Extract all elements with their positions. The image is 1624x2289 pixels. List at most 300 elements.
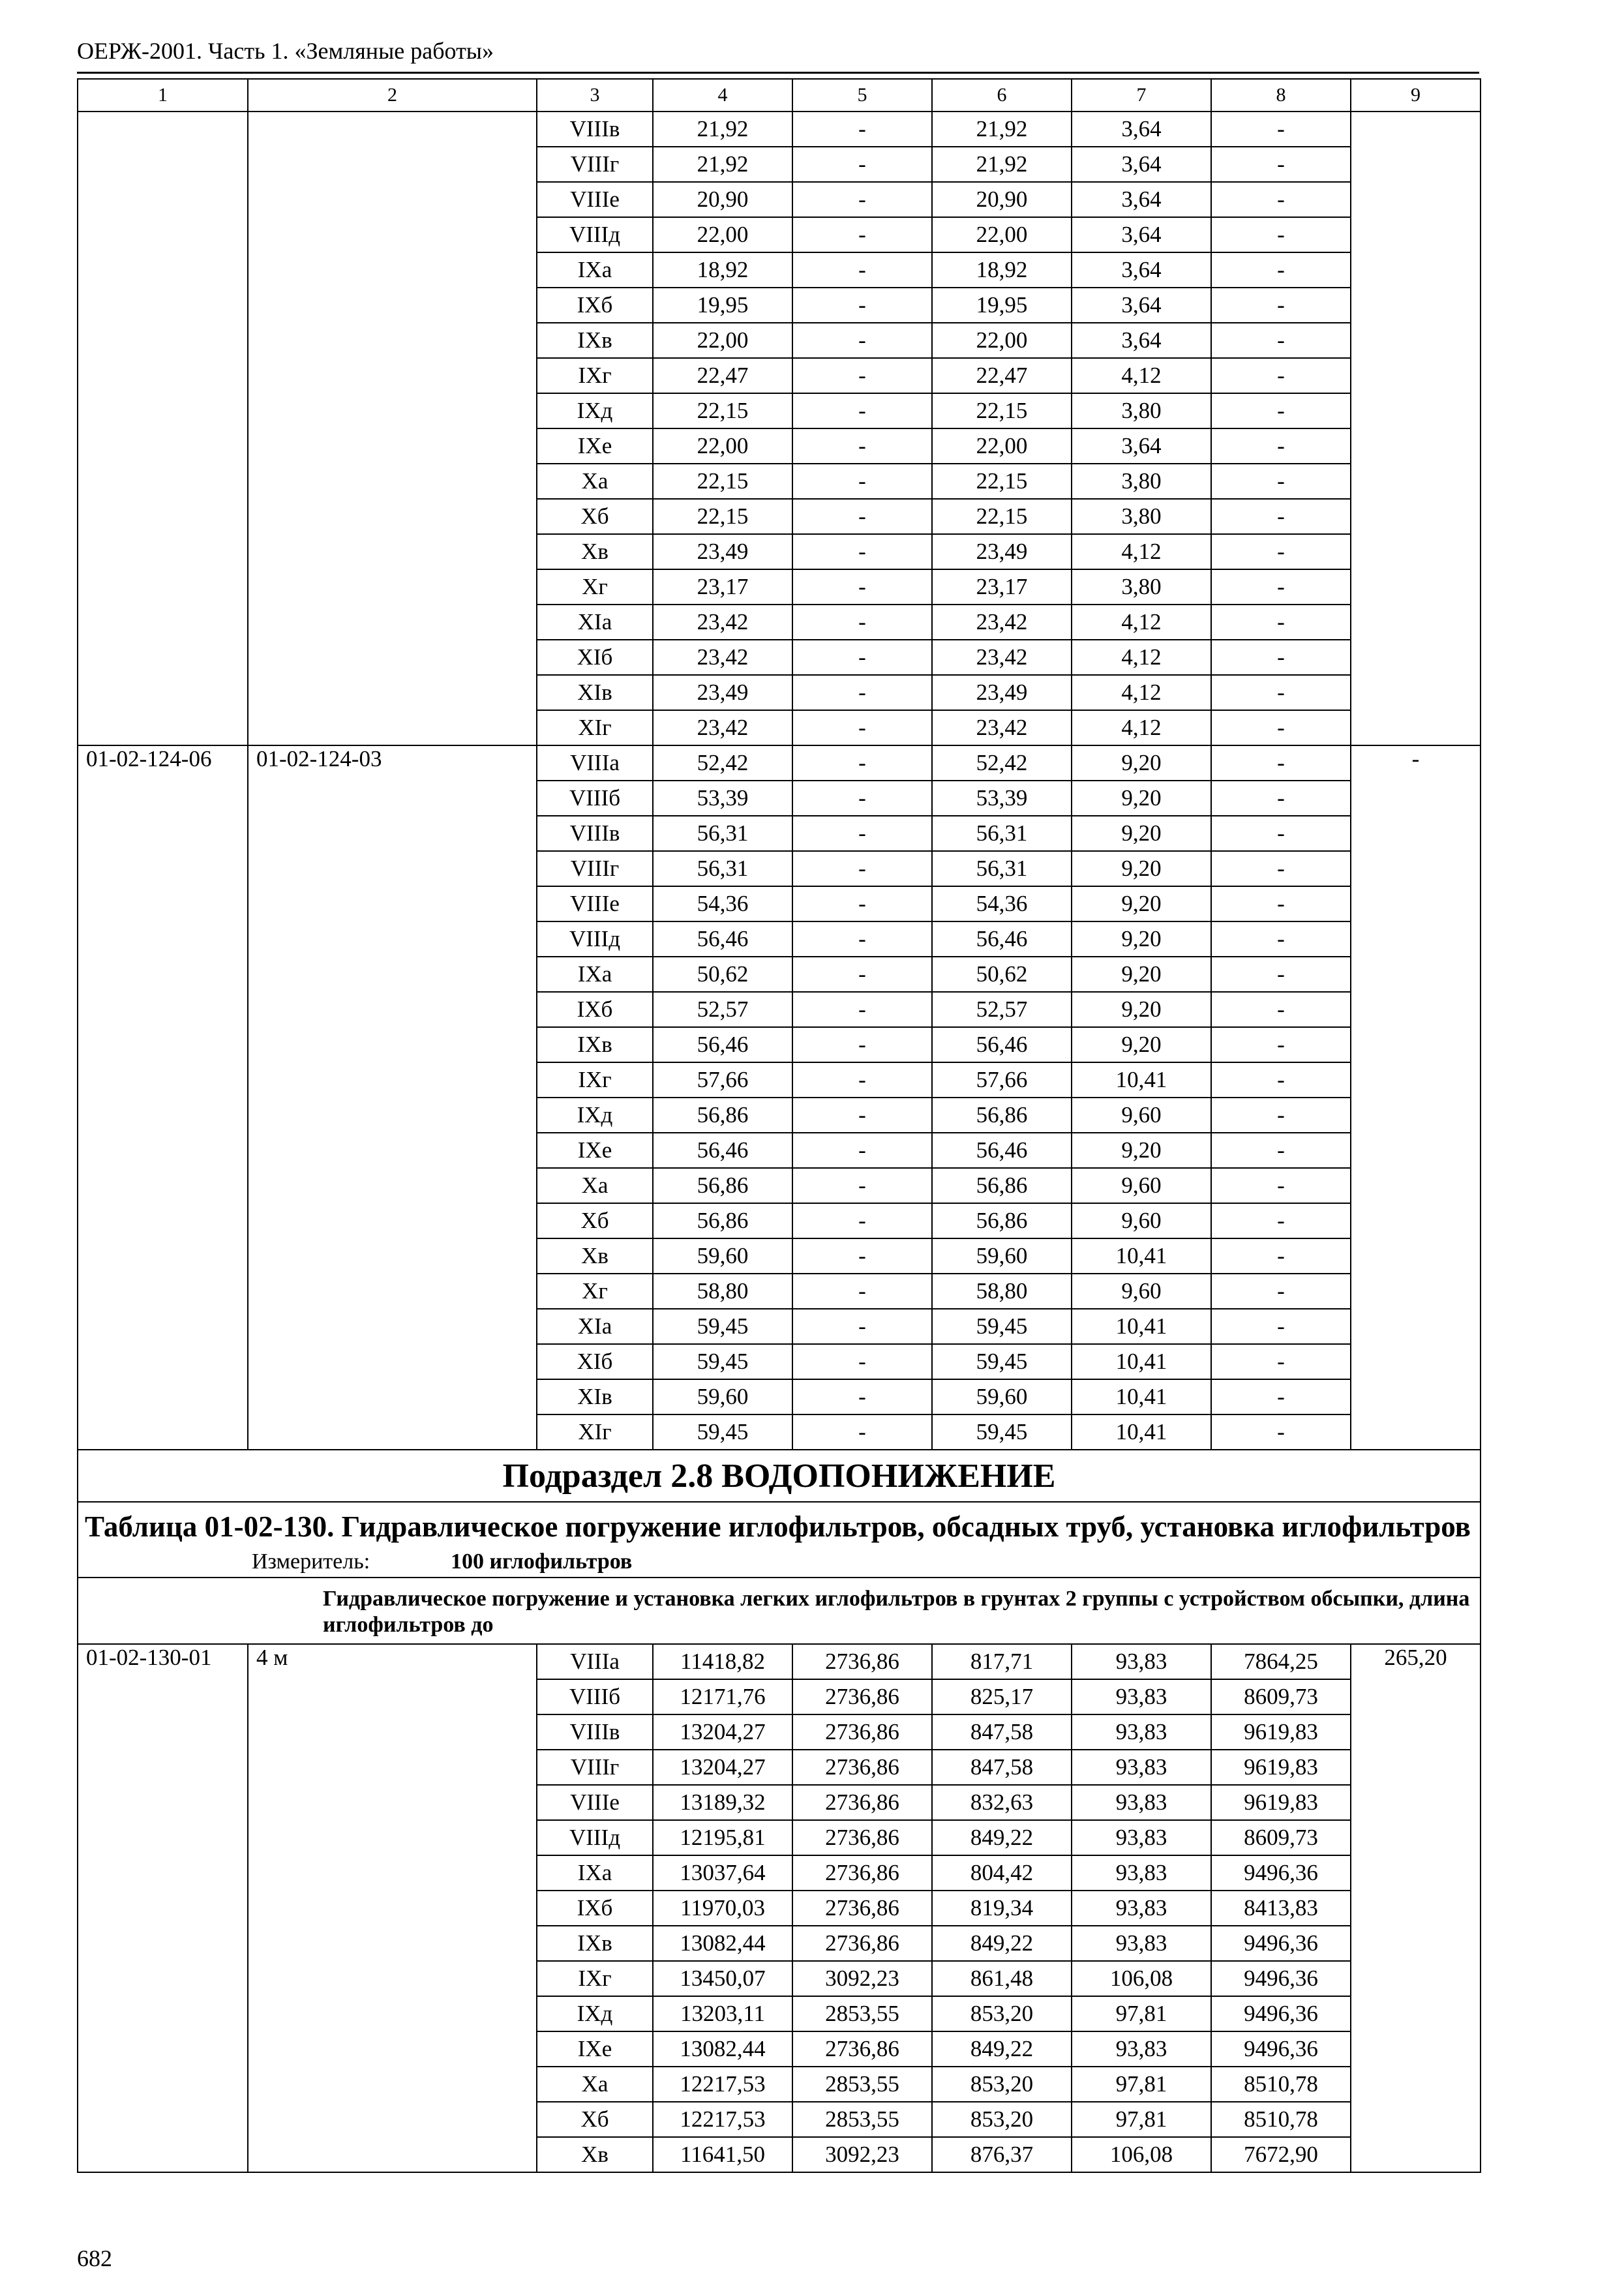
data-cell: 849,22 bbox=[932, 2031, 1072, 2067]
data-cell: 876,37 bbox=[932, 2137, 1072, 2172]
data-cell: Xа bbox=[537, 1168, 653, 1203]
data-cell: Xб bbox=[537, 1203, 653, 1238]
data-cell: 56,31 bbox=[932, 816, 1072, 851]
col9-cell: 265,20 bbox=[1351, 1644, 1481, 2172]
data-cell: IXд bbox=[537, 1098, 653, 1133]
data-cell: 23,42 bbox=[653, 605, 792, 640]
data-cell: VIIIа bbox=[537, 745, 653, 781]
code-cell bbox=[78, 112, 248, 745]
data-cell: 93,83 bbox=[1072, 1855, 1211, 1891]
data-cell: - bbox=[792, 921, 932, 957]
data-cell: 3,64 bbox=[1072, 147, 1211, 182]
data-cell: 59,45 bbox=[653, 1414, 792, 1450]
data-cell: 2736,86 bbox=[792, 2031, 932, 2067]
data-cell: - bbox=[792, 1098, 932, 1133]
data-cell: 22,00 bbox=[653, 217, 792, 252]
data-cell: 9,60 bbox=[1072, 1098, 1211, 1133]
data-cell: - bbox=[792, 112, 932, 147]
data-cell: 56,46 bbox=[653, 1133, 792, 1168]
data-cell: 22,47 bbox=[932, 358, 1072, 393]
data-cell: 59,60 bbox=[653, 1379, 792, 1414]
data-cell: VIIIв bbox=[537, 112, 653, 147]
data-cell: 4,12 bbox=[1072, 675, 1211, 710]
data-cell: 9,60 bbox=[1072, 1203, 1211, 1238]
data-cell: VIIIд bbox=[537, 1820, 653, 1855]
data-cell: IXг bbox=[537, 1961, 653, 1996]
measure-label: Измеритель: bbox=[252, 1549, 370, 1574]
data-cell: - bbox=[792, 147, 932, 182]
data-cell: 9,60 bbox=[1072, 1274, 1211, 1309]
data-cell: 10,41 bbox=[1072, 1414, 1211, 1450]
col9-cell bbox=[1351, 112, 1481, 745]
data-cell: 56,46 bbox=[932, 1027, 1072, 1062]
data-cell: IXб bbox=[537, 288, 653, 323]
data-cell: 56,46 bbox=[653, 921, 792, 957]
data-cell: 9496,36 bbox=[1211, 1855, 1351, 1891]
data-cell: 853,20 bbox=[932, 2067, 1072, 2102]
data-cell: 93,83 bbox=[1072, 1750, 1211, 1785]
data-cell: VIIIа bbox=[537, 1644, 653, 1679]
data-cell: 23,49 bbox=[932, 675, 1072, 710]
data-cell: 9,20 bbox=[1072, 1133, 1211, 1168]
table-row bbox=[78, 1644, 1481, 1679]
data-cell: 3,80 bbox=[1072, 464, 1211, 499]
data-cell: Xа bbox=[537, 2067, 653, 2102]
data-cell: - bbox=[1211, 1098, 1351, 1133]
data-cell: 13082,44 bbox=[653, 2031, 792, 2067]
data-cell: - bbox=[1211, 957, 1351, 992]
data-cell: 54,36 bbox=[932, 886, 1072, 921]
data-cell: - bbox=[792, 1062, 932, 1098]
data-cell: 12195,81 bbox=[653, 1820, 792, 1855]
data-cell: - bbox=[1211, 569, 1351, 605]
data-cell: - bbox=[1211, 921, 1351, 957]
data-cell: 8609,73 bbox=[1211, 1820, 1351, 1855]
data-cell: 22,00 bbox=[653, 428, 792, 464]
data-cell: 106,08 bbox=[1072, 2137, 1211, 2172]
data-cell: - bbox=[1211, 112, 1351, 147]
data-cell: - bbox=[792, 781, 932, 816]
data-cell: 13203,11 bbox=[653, 1996, 792, 2031]
data-cell: 13037,64 bbox=[653, 1855, 792, 1891]
data-cell: 9496,36 bbox=[1211, 1926, 1351, 1961]
data-cell: - bbox=[792, 1344, 932, 1379]
data-cell: - bbox=[792, 534, 932, 569]
data-cell: 59,45 bbox=[932, 1309, 1072, 1344]
data-cell: Xб bbox=[537, 2102, 653, 2137]
data-cell: 20,90 bbox=[653, 182, 792, 217]
data-cell: 2853,55 bbox=[792, 2102, 932, 2137]
data-cell: XIа bbox=[537, 1309, 653, 1344]
data-cell: 2736,86 bbox=[792, 1644, 932, 1679]
table-title-row bbox=[78, 1502, 1481, 1547]
data-cell: - bbox=[1211, 1027, 1351, 1062]
data-cell: 23,17 bbox=[653, 569, 792, 605]
data-cell: 9,20 bbox=[1072, 745, 1211, 781]
data-cell: 825,17 bbox=[932, 1679, 1072, 1714]
data-cell: - bbox=[1211, 710, 1351, 745]
data-cell: 847,58 bbox=[932, 1714, 1072, 1750]
data-cell: 849,22 bbox=[932, 1820, 1072, 1855]
header-divider bbox=[77, 72, 1479, 74]
data-cell: 3,64 bbox=[1072, 288, 1211, 323]
data-cell: - bbox=[792, 1168, 932, 1203]
data-cell: 23,49 bbox=[653, 534, 792, 569]
data-cell: 7864,25 bbox=[1211, 1644, 1351, 1679]
data-cell: 56,86 bbox=[653, 1098, 792, 1133]
data-cell: 9,20 bbox=[1072, 957, 1211, 992]
data-cell: VIIIе bbox=[537, 886, 653, 921]
data-cell: - bbox=[1211, 640, 1351, 675]
data-cell: 22,15 bbox=[653, 464, 792, 499]
data-cell: 4,12 bbox=[1072, 605, 1211, 640]
data-cell: - bbox=[1211, 428, 1351, 464]
data-cell: 97,81 bbox=[1072, 1996, 1211, 2031]
data-cell: 8413,83 bbox=[1211, 1891, 1351, 1926]
data-cell: 2736,86 bbox=[792, 1926, 932, 1961]
data-cell: 9,20 bbox=[1072, 992, 1211, 1027]
data-cell: 2736,86 bbox=[792, 1679, 932, 1714]
data-cell: VIIIг bbox=[537, 851, 653, 886]
data-cell: VIIIе bbox=[537, 1785, 653, 1820]
data-cell: 861,48 bbox=[932, 1961, 1072, 1996]
data-cell: IXе bbox=[537, 1133, 653, 1168]
data-cell: 56,46 bbox=[653, 1027, 792, 1062]
data-cell: 2736,86 bbox=[792, 1855, 932, 1891]
data-cell: - bbox=[1211, 1344, 1351, 1379]
data-cell: XIб bbox=[537, 1344, 653, 1379]
data-cell: 22,15 bbox=[653, 393, 792, 428]
data-cell: 22,00 bbox=[932, 428, 1072, 464]
data-cell: - bbox=[792, 393, 932, 428]
data-cell: 59,60 bbox=[932, 1379, 1072, 1414]
data-cell: 22,15 bbox=[932, 393, 1072, 428]
data-cell: 23,49 bbox=[653, 675, 792, 710]
data-cell: 11641,50 bbox=[653, 2137, 792, 2172]
data-cell: IXе bbox=[537, 2031, 653, 2067]
data-cell: 21,92 bbox=[653, 147, 792, 182]
data-cell: - bbox=[1211, 1414, 1351, 1450]
data-cell: 4,12 bbox=[1072, 640, 1211, 675]
data-cell: 19,95 bbox=[932, 288, 1072, 323]
data-cell: 3,64 bbox=[1072, 217, 1211, 252]
data-cell: 93,83 bbox=[1072, 1785, 1211, 1820]
data-cell: 93,83 bbox=[1072, 1714, 1211, 1750]
data-cell: Xв bbox=[537, 2137, 653, 2172]
data-cell: 93,83 bbox=[1072, 1891, 1211, 1926]
data-cell: IXв bbox=[537, 323, 653, 358]
data-cell: 56,31 bbox=[653, 851, 792, 886]
table-title: Таблица 01-02-130. Гидравлическое погружение иглофильтров, обсадных труб, установка иглофильтров bbox=[78, 1502, 1481, 1547]
column-number: 7 bbox=[1072, 79, 1211, 112]
data-cell: 13204,27 bbox=[653, 1750, 792, 1785]
data-cell: 52,42 bbox=[653, 745, 792, 781]
data-cell: 97,81 bbox=[1072, 2102, 1211, 2137]
data-cell: Xв bbox=[537, 534, 653, 569]
data-cell: 10,41 bbox=[1072, 1238, 1211, 1274]
data-cell: - bbox=[1211, 781, 1351, 816]
data-cell: - bbox=[792, 675, 932, 710]
data-cell: 22,00 bbox=[932, 217, 1072, 252]
page-number: 682 bbox=[77, 2245, 112, 2271]
column-number: 3 bbox=[537, 79, 653, 112]
data-cell: VIIIв bbox=[537, 1714, 653, 1750]
data-cell: 23,49 bbox=[932, 534, 1072, 569]
data-cell: - bbox=[1211, 217, 1351, 252]
data-cell: - bbox=[1211, 675, 1351, 710]
column-number: 8 bbox=[1211, 79, 1351, 112]
data-cell: 3092,23 bbox=[792, 1961, 932, 1996]
data-cell: XIв bbox=[537, 1379, 653, 1414]
data-cell: 9619,83 bbox=[1211, 1750, 1351, 1785]
data-cell: VIIIв bbox=[537, 816, 653, 851]
measure-row bbox=[78, 1547, 1481, 1578]
data-cell: 59,60 bbox=[932, 1238, 1072, 1274]
data-cell: 8609,73 bbox=[1211, 1679, 1351, 1714]
data-cell: 8510,78 bbox=[1211, 2067, 1351, 2102]
data-cell: 56,31 bbox=[932, 851, 1072, 886]
data-cell: XIв bbox=[537, 675, 653, 710]
data-cell: - bbox=[1211, 147, 1351, 182]
subsection-row bbox=[78, 1450, 1481, 1502]
data-cell: 12171,76 bbox=[653, 1679, 792, 1714]
data-cell: 19,95 bbox=[653, 288, 792, 323]
data-cell: 2736,86 bbox=[792, 1820, 932, 1855]
data-cell: IXг bbox=[537, 1062, 653, 1098]
data-cell: 7672,90 bbox=[1211, 2137, 1351, 2172]
data-cell: 4,12 bbox=[1072, 358, 1211, 393]
data-cell: 50,62 bbox=[653, 957, 792, 992]
data-cell: XIа bbox=[537, 605, 653, 640]
data-cell: VIIIб bbox=[537, 1679, 653, 1714]
data-cell: - bbox=[792, 992, 932, 1027]
data-cell: 3,64 bbox=[1072, 112, 1211, 147]
data-cell: - bbox=[792, 886, 932, 921]
data-cell: 22,47 bbox=[653, 358, 792, 393]
data-cell: 59,45 bbox=[932, 1414, 1072, 1450]
data-cell: 50,62 bbox=[932, 957, 1072, 992]
data-cell: - bbox=[1211, 1133, 1351, 1168]
data-cell: - bbox=[1211, 182, 1351, 217]
data-cell: 832,63 bbox=[932, 1785, 1072, 1820]
data-cell: 93,83 bbox=[1072, 1679, 1211, 1714]
data-cell: 57,66 bbox=[932, 1062, 1072, 1098]
data-cell: - bbox=[792, 217, 932, 252]
data-cell: - bbox=[1211, 534, 1351, 569]
data-cell: 22,00 bbox=[932, 323, 1072, 358]
data-cell: - bbox=[792, 1309, 932, 1344]
description-row bbox=[78, 1578, 1481, 1644]
data-cell: 13189,32 bbox=[653, 1785, 792, 1820]
data-cell: 847,58 bbox=[932, 1750, 1072, 1785]
data-cell: - bbox=[792, 957, 932, 992]
data-cell: - bbox=[792, 288, 932, 323]
table-row bbox=[78, 745, 1481, 781]
data-cell: 9496,36 bbox=[1211, 1996, 1351, 2031]
data-cell: 18,92 bbox=[932, 252, 1072, 288]
data-cell: 52,57 bbox=[932, 992, 1072, 1027]
data-cell: - bbox=[792, 428, 932, 464]
data-cell: 11970,03 bbox=[653, 1891, 792, 1926]
data-cell: 13082,44 bbox=[653, 1926, 792, 1961]
data-cell: XIг bbox=[537, 1414, 653, 1450]
data-cell: 10,41 bbox=[1072, 1344, 1211, 1379]
data-cell: - bbox=[792, 464, 932, 499]
work-description: Гидравлическое погружение и установка легких иглофильтров в грунтах 2 группы с устройством обсыпки, длина иглофильтров до bbox=[78, 1578, 1481, 1644]
data-cell: 20,90 bbox=[932, 182, 1072, 217]
data-cell: 56,86 bbox=[653, 1203, 792, 1238]
data-cell: 13204,27 bbox=[653, 1714, 792, 1750]
data-cell: 56,86 bbox=[653, 1168, 792, 1203]
data-cell: 59,45 bbox=[653, 1309, 792, 1344]
data-cell: 13450,07 bbox=[653, 1961, 792, 1996]
data-cell: 12217,53 bbox=[653, 2102, 792, 2137]
data-cell: 3092,23 bbox=[792, 2137, 932, 2172]
reference-cell: 4 м bbox=[248, 1644, 537, 2172]
code-cell: 01-02-130-01 bbox=[78, 1644, 248, 2172]
data-cell: 106,08 bbox=[1072, 1961, 1211, 1996]
subsection-title: Подраздел 2.8 ВОДОПОНИЖЕНИЕ bbox=[78, 1450, 1481, 1502]
data-cell: 817,71 bbox=[932, 1644, 1072, 1679]
measure-cell bbox=[78, 1547, 1481, 1578]
data-cell: 58,80 bbox=[653, 1274, 792, 1309]
data-cell: 9619,83 bbox=[1211, 1714, 1351, 1750]
data-cell: Xа bbox=[537, 464, 653, 499]
data-cell: 9496,36 bbox=[1211, 2031, 1351, 2067]
data-cell: - bbox=[792, 323, 932, 358]
data-cell: 56,31 bbox=[653, 816, 792, 851]
data-cell: VIIIд bbox=[537, 217, 653, 252]
reference-cell bbox=[248, 112, 537, 745]
data-cell: 9,20 bbox=[1072, 1027, 1211, 1062]
data-cell: - bbox=[792, 252, 932, 288]
column-number-row bbox=[78, 79, 1481, 112]
data-cell: - bbox=[792, 182, 932, 217]
data-cell: 9,20 bbox=[1072, 886, 1211, 921]
data-cell: 57,66 bbox=[653, 1062, 792, 1098]
data-cell: - bbox=[792, 1379, 932, 1414]
data-cell: - bbox=[792, 1027, 932, 1062]
data-cell: VIIIг bbox=[537, 1750, 653, 1785]
data-cell: - bbox=[792, 745, 932, 781]
data-cell: 93,83 bbox=[1072, 1644, 1211, 1679]
data-cell: 22,00 bbox=[653, 323, 792, 358]
data-cell: - bbox=[1211, 499, 1351, 534]
data-cell: 11418,82 bbox=[653, 1644, 792, 1679]
data-cell: 23,42 bbox=[932, 605, 1072, 640]
data-cell: - bbox=[792, 358, 932, 393]
data-cell: - bbox=[1211, 1238, 1351, 1274]
reference-cell: 01-02-124-03 bbox=[248, 745, 537, 1450]
data-cell: 853,20 bbox=[932, 2102, 1072, 2137]
data-cell: IXб bbox=[537, 992, 653, 1027]
data-cell: Xг bbox=[537, 569, 653, 605]
data-cell: - bbox=[1211, 288, 1351, 323]
data-cell: 53,39 bbox=[932, 781, 1072, 816]
data-cell: IXв bbox=[537, 1027, 653, 1062]
data-cell: 93,83 bbox=[1072, 1926, 1211, 1961]
data-cell: 21,92 bbox=[932, 147, 1072, 182]
data-cell: 2736,86 bbox=[792, 1785, 932, 1820]
data-cell: 2853,55 bbox=[792, 1996, 932, 2031]
data-cell: - bbox=[1211, 393, 1351, 428]
data-cell: - bbox=[792, 816, 932, 851]
data-cell: 4,12 bbox=[1072, 534, 1211, 569]
data-cell: 2736,86 bbox=[792, 1750, 932, 1785]
data-cell: - bbox=[1211, 816, 1351, 851]
data-cell: 10,41 bbox=[1072, 1379, 1211, 1414]
data-cell: 23,42 bbox=[653, 710, 792, 745]
table-row bbox=[78, 112, 1481, 147]
col9-cell: - bbox=[1351, 745, 1481, 1450]
column-number: 1 bbox=[78, 79, 248, 112]
data-cell: IXа bbox=[537, 1855, 653, 1891]
data-cell: 58,80 bbox=[932, 1274, 1072, 1309]
data-cell: 54,36 bbox=[653, 886, 792, 921]
data-cell: IXб bbox=[537, 1891, 653, 1926]
data-cell: - bbox=[792, 499, 932, 534]
data-cell: VIIIд bbox=[537, 921, 653, 957]
data-cell: Xб bbox=[537, 499, 653, 534]
data-cell: - bbox=[1211, 252, 1351, 288]
data-cell: 93,83 bbox=[1072, 2031, 1211, 2067]
data-cell: - bbox=[1211, 464, 1351, 499]
measure-value: 100 иглофильтров bbox=[451, 1549, 633, 1574]
data-cell: 56,86 bbox=[932, 1203, 1072, 1238]
data-cell: 23,42 bbox=[932, 640, 1072, 675]
data-cell: 2736,86 bbox=[792, 1891, 932, 1926]
price-table bbox=[77, 78, 1481, 2173]
data-cell: 23,17 bbox=[932, 569, 1072, 605]
data-cell: 10,41 bbox=[1072, 1062, 1211, 1098]
data-cell: - bbox=[1211, 323, 1351, 358]
data-cell: 853,20 bbox=[932, 1996, 1072, 2031]
data-cell: 3,80 bbox=[1072, 569, 1211, 605]
column-number: 6 bbox=[932, 79, 1072, 112]
data-cell: 3,64 bbox=[1072, 428, 1211, 464]
data-cell: 53,39 bbox=[653, 781, 792, 816]
column-number: 2 bbox=[248, 79, 537, 112]
data-cell: 56,86 bbox=[932, 1168, 1072, 1203]
data-cell: IXа bbox=[537, 252, 653, 288]
data-cell: - bbox=[792, 640, 932, 675]
column-number: 9 bbox=[1351, 79, 1481, 112]
data-cell: 59,45 bbox=[932, 1344, 1072, 1379]
data-cell: 22,15 bbox=[932, 464, 1072, 499]
data-cell: - bbox=[792, 569, 932, 605]
data-cell: 3,64 bbox=[1072, 182, 1211, 217]
data-cell: - bbox=[1211, 1274, 1351, 1309]
data-cell: - bbox=[1211, 605, 1351, 640]
data-cell: IXа bbox=[537, 957, 653, 992]
data-cell: 2736,86 bbox=[792, 1714, 932, 1750]
data-cell: 9,20 bbox=[1072, 851, 1211, 886]
data-cell: 804,42 bbox=[932, 1855, 1072, 1891]
data-cell: 22,15 bbox=[653, 499, 792, 534]
data-cell: IXд bbox=[537, 393, 653, 428]
data-cell: 59,45 bbox=[653, 1344, 792, 1379]
data-cell: - bbox=[1211, 1379, 1351, 1414]
data-cell: 23,42 bbox=[932, 710, 1072, 745]
data-cell: 52,57 bbox=[653, 992, 792, 1027]
data-cell: - bbox=[792, 605, 932, 640]
data-cell: 9496,36 bbox=[1211, 1961, 1351, 1996]
data-cell: 9,20 bbox=[1072, 781, 1211, 816]
column-number: 5 bbox=[792, 79, 932, 112]
data-cell: Xг bbox=[537, 1274, 653, 1309]
data-cell: 3,80 bbox=[1072, 499, 1211, 534]
data-cell: 93,83 bbox=[1072, 1820, 1211, 1855]
